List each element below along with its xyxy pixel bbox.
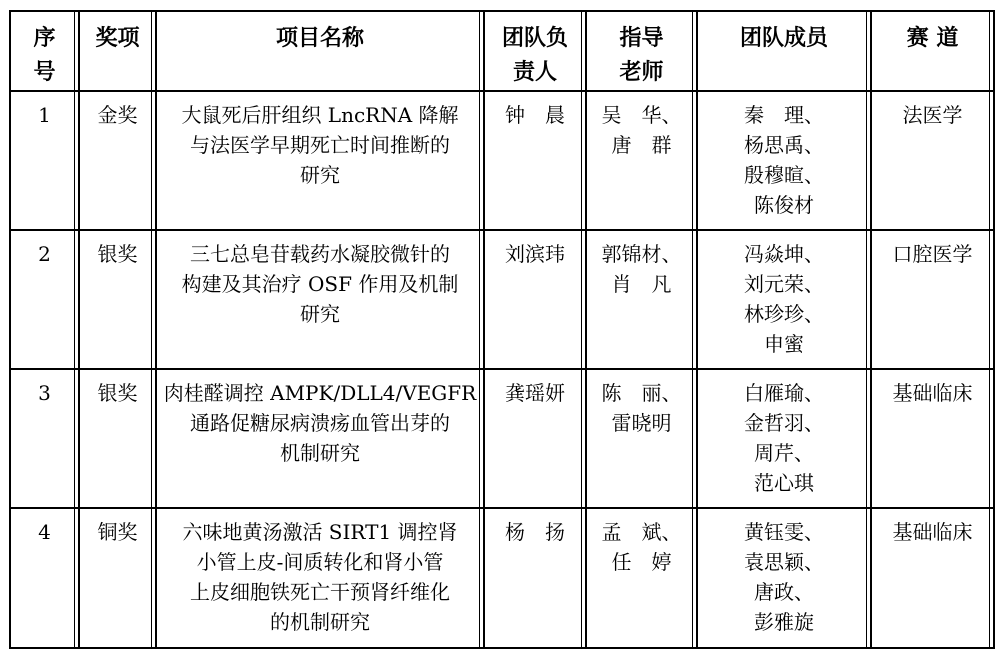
project-line: 研究 xyxy=(300,163,340,187)
cell-award xyxy=(80,231,157,370)
header-members xyxy=(698,12,872,92)
project-line: 研究 xyxy=(300,302,340,326)
member-name: 林珍珍、 xyxy=(744,302,824,326)
header-members-label: 团队成员 xyxy=(739,26,828,51)
project-line: 肉桂醛调控 AMPK/DLL4/VEGFR xyxy=(163,381,477,405)
member-name: 刘元荣、 xyxy=(744,272,824,296)
award-value: 银奖 xyxy=(97,242,138,266)
advisor-name: 孟 斌、 xyxy=(601,520,682,544)
member-name: 申蜜 xyxy=(764,332,804,356)
member-name: 冯焱坤、 xyxy=(744,242,824,266)
cell-track xyxy=(872,231,995,370)
leader-value: 龚瑶妍 xyxy=(505,381,565,405)
header-award xyxy=(80,12,157,92)
member-name: 殷穆暄、 xyxy=(744,163,824,187)
member-name: 唐政、 xyxy=(754,580,814,604)
cell-members xyxy=(698,509,872,649)
member-name: 金哲羽、 xyxy=(744,411,824,435)
project-line: 的机制研究 xyxy=(270,610,370,634)
header-seq xyxy=(11,12,80,92)
table-row xyxy=(11,92,995,231)
member-name: 周芹、 xyxy=(754,441,814,465)
project-line: 上皮细胞铁死亡干预肾纤维化 xyxy=(190,580,450,604)
seq-value: 1 xyxy=(38,103,51,127)
member-name: 陈俊材 xyxy=(754,193,814,217)
advisor-name: 肖 凡 xyxy=(611,272,672,296)
cell-members xyxy=(698,370,872,509)
header-advisor-label: 指导 老师 xyxy=(619,26,664,85)
project-line: 通路促糖尿病溃疡血管出芽的 xyxy=(190,411,450,435)
cell-award xyxy=(80,509,157,649)
member-name: 杨思禹、 xyxy=(744,133,824,157)
track-value: 基础临床 xyxy=(892,520,973,544)
header-project xyxy=(157,12,485,92)
cell-members xyxy=(698,92,872,231)
header-seq-label: 序 号 xyxy=(33,26,56,85)
project-line: 六味地黄汤激活 SIRT1 调控肾 xyxy=(182,520,458,544)
cell-project xyxy=(157,231,485,370)
advisor-name: 任 婷 xyxy=(611,550,672,574)
leader-value: 杨 扬 xyxy=(505,520,565,544)
advisor-name: 陈 丽、 xyxy=(601,381,682,405)
member-name: 白雁瑜、 xyxy=(744,381,824,405)
cell-project xyxy=(157,370,485,509)
cell-leader xyxy=(485,231,587,370)
project-line: 三七总皂苷载药水凝胶微针的 xyxy=(190,242,450,266)
seq-value: 4 xyxy=(38,520,51,544)
track-value: 基础临床 xyxy=(892,381,973,405)
project-line: 大鼠死后肝组织 LncRNA 降解 xyxy=(181,103,459,127)
advisor-name: 吴 华、 xyxy=(601,103,682,127)
header-leader-label: 团队负 责人 xyxy=(501,26,568,85)
advisor-name: 唐 群 xyxy=(611,133,672,157)
cell-track xyxy=(872,92,995,231)
project-line: 小管上皮-间质转化和肾小管 xyxy=(196,550,444,574)
cell-award xyxy=(80,92,157,231)
awards-document xyxy=(9,10,995,649)
member-name: 秦 理、 xyxy=(744,103,824,127)
cell-advisor xyxy=(587,509,698,649)
cell-project xyxy=(157,509,485,649)
member-name: 彭雅旋 xyxy=(754,610,814,634)
table-row xyxy=(11,231,995,370)
award-value: 金奖 xyxy=(97,103,138,127)
cell-track xyxy=(872,370,995,509)
cell-advisor xyxy=(587,231,698,370)
advisor-name: 雷晓明 xyxy=(611,411,672,435)
header-advisor xyxy=(587,12,698,92)
table-row xyxy=(11,370,995,509)
cell-award xyxy=(80,370,157,509)
project-line: 与法医学早期死亡时间推断的 xyxy=(190,133,450,157)
cell-leader xyxy=(485,509,587,649)
header-track xyxy=(872,12,995,92)
leader-value: 钟 晨 xyxy=(505,103,565,127)
cell-seq xyxy=(11,509,80,649)
seq-value: 3 xyxy=(38,381,51,405)
awards-table xyxy=(9,10,995,649)
header-project-label: 项目名称 xyxy=(275,26,364,51)
member-name: 黄钰雯、 xyxy=(744,520,824,544)
cell-track xyxy=(872,509,995,649)
project-line: 机制研究 xyxy=(280,441,360,465)
member-name: 袁思颖、 xyxy=(744,550,824,574)
track-value: 口腔医学 xyxy=(892,242,973,266)
cell-leader xyxy=(485,92,587,231)
cell-seq xyxy=(11,92,80,231)
leader-value: 刘滨玮 xyxy=(505,242,565,266)
header-leader xyxy=(485,12,587,92)
header-row xyxy=(11,12,995,92)
cell-members xyxy=(698,231,872,370)
award-value: 铜奖 xyxy=(97,520,138,544)
member-name: 范心琪 xyxy=(754,471,814,495)
seq-value: 2 xyxy=(38,242,51,266)
cell-advisor xyxy=(587,92,698,231)
header-award-label: 奖项 xyxy=(95,26,140,51)
advisor-name: 郭锦材、 xyxy=(601,242,682,266)
header-track-label: 赛 道 xyxy=(906,26,959,51)
project-line: 构建及其治疗 OSF 作用及机制 xyxy=(181,272,459,296)
cell-leader xyxy=(485,370,587,509)
cell-project xyxy=(157,92,485,231)
cell-advisor xyxy=(587,370,698,509)
cell-seq xyxy=(11,370,80,509)
award-value: 银奖 xyxy=(97,381,138,405)
table-row xyxy=(11,509,995,649)
track-value: 法医学 xyxy=(902,103,963,127)
cell-seq xyxy=(11,231,80,370)
